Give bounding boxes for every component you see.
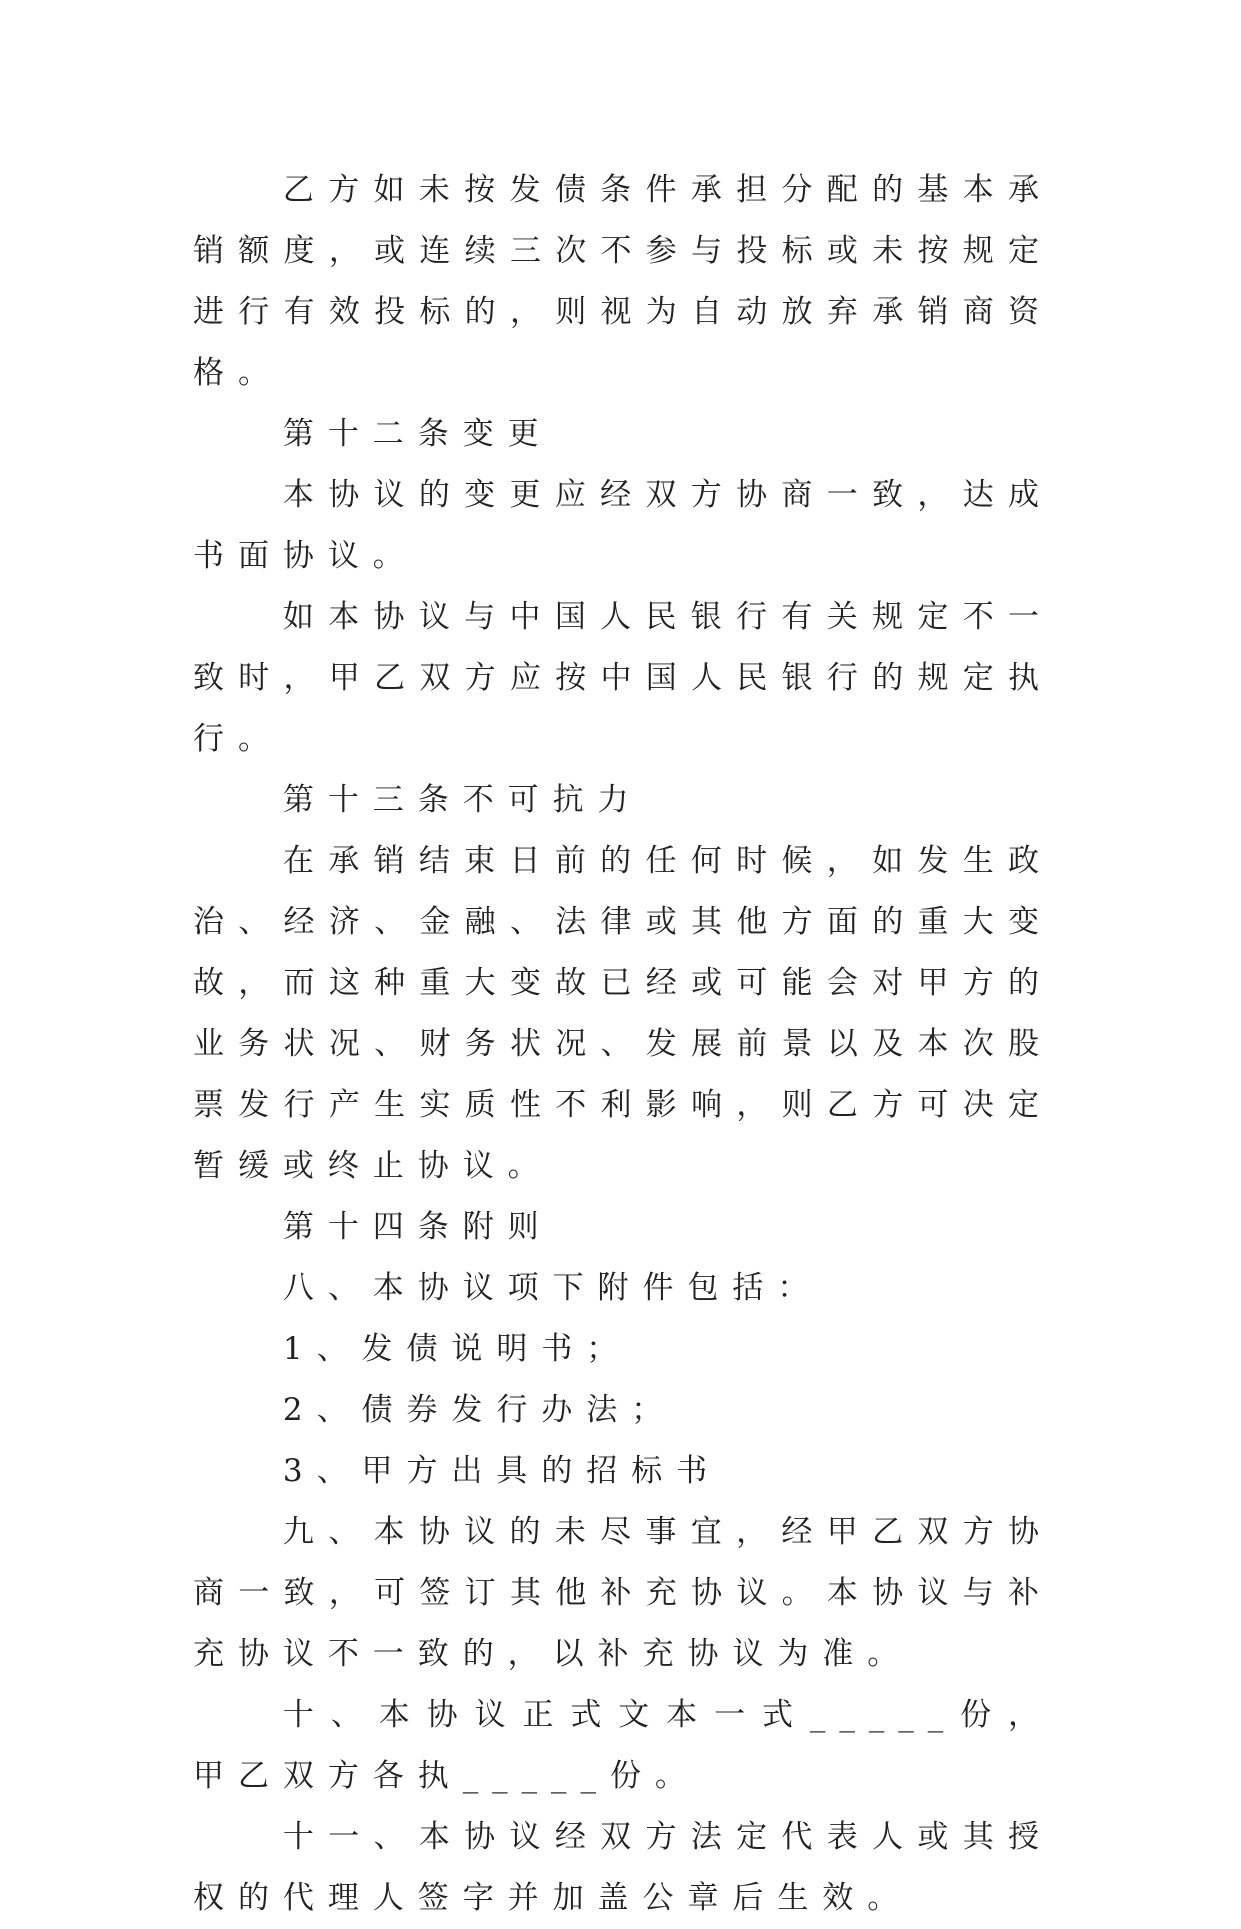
- paragraph: 十一、本协议经双方法定代表人或其授权的代理人签字并加盖公章后生效。: [193, 1819, 1053, 1916]
- paragraph: 九、本协议的未尽事宜，经甲乙双方协商一致，可签订其他补充协议。本协议与补充协议不一致的，以补充协议为准。: [193, 1514, 1053, 1672]
- list-item: 3、甲方出具的招标书: [282, 1453, 722, 1489]
- section-heading: 第十三条不可抗力: [282, 782, 643, 818]
- section-heading: 第十四条附则: [282, 1209, 553, 1245]
- paragraph: 十、本协议正式文本一式_____份，甲乙双方各执_____份。: [193, 1697, 1053, 1794]
- paragraph: 如本协议与中国人民银行有关规定不一致时，甲乙双方应按中国人民银行的规定执行。: [193, 599, 1053, 757]
- document-body: [193, 160, 1053, 1929]
- paragraph: 本协议的变更应经双方协商一致，达成书面协议。: [193, 477, 1053, 574]
- list-item: 1、发债说明书；: [282, 1331, 632, 1367]
- paragraph: 乙方如未按发债条件承担分配的基本承销额度，或连续三次不参与投标或未按规定进行有效投标的，则视为自动放弃承销商资格。: [193, 172, 1053, 391]
- list-item: 2、债券发行办法；: [282, 1392, 677, 1428]
- paragraph: 在承销结束日前的任何时候，如发生政治、经济、金融、法律或其他方面的重大变故，而这种重大变故已经或可能会对甲方的业务状况、财务状况、发展前景以及本次股票发行产生实质性不利影响，则乙方可决定暂缓或终止协议。: [193, 843, 1053, 1184]
- paragraph: 八、本协议项下附件包括：: [282, 1270, 823, 1306]
- section-heading: 第十二条变更: [282, 416, 553, 452]
